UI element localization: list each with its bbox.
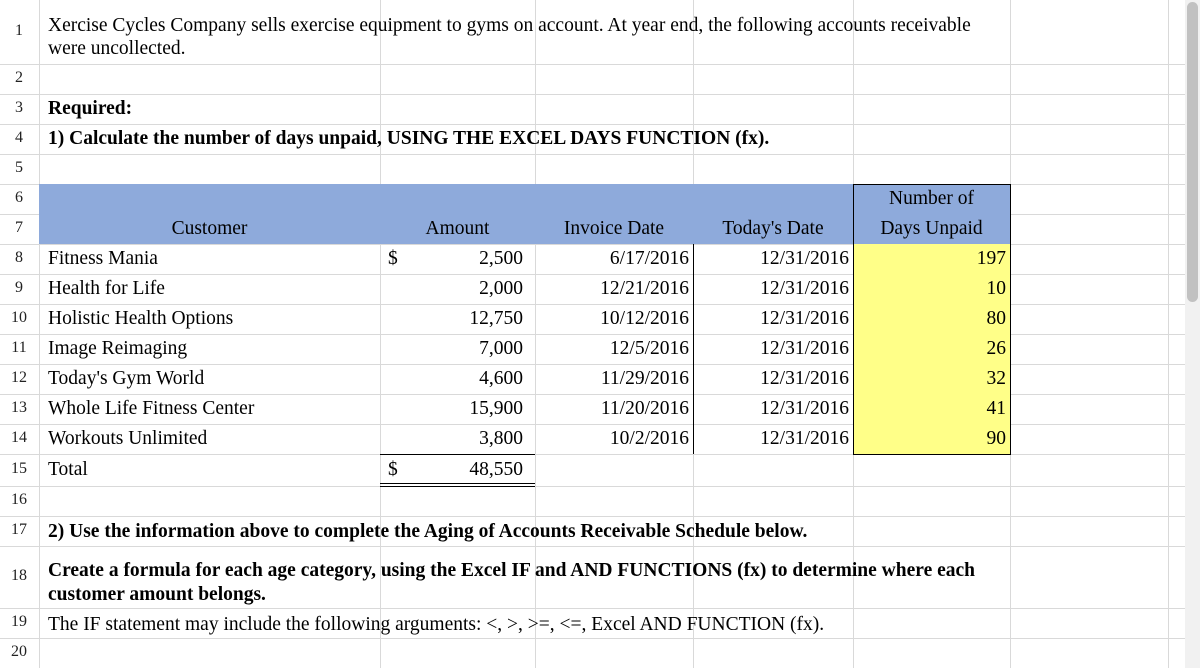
cell-invoice-date[interactable]: 6/17/2016 (609, 248, 689, 269)
cell-days-unpaid[interactable]: 90 (986, 428, 1006, 449)
vertical-scrollbar[interactable] (1185, 0, 1200, 668)
cell-todays-date[interactable]: 12/31/2016 (760, 398, 849, 419)
cell-customer[interactable]: Today's Gym World (48, 368, 205, 389)
cell-amount[interactable]: 15,900 (469, 398, 523, 419)
cell-customer[interactable]: Workouts Unlimited (48, 428, 208, 449)
gridline (0, 94, 1185, 95)
gridline (0, 154, 1185, 155)
header-days-unpaid-2: Days Unpaid (880, 218, 983, 239)
cell-amount[interactable]: 3,800 (479, 428, 523, 449)
cell-todays-date[interactable]: 12/31/2016 (760, 308, 849, 329)
header-invoice-date: Invoice Date (563, 218, 665, 239)
row-number[interactable]: 18 (11, 567, 27, 584)
cell-invoice-date[interactable]: 10/12/2016 (600, 308, 689, 329)
cell-invoice-date[interactable]: 11/29/2016 (600, 368, 689, 389)
table-border (1010, 184, 1011, 454)
cell-customer[interactable]: Holistic Health Options (48, 308, 234, 329)
required-label: Required: (48, 98, 133, 119)
row-number[interactable]: 3 (15, 99, 23, 116)
cell-todays-date[interactable]: 12/31/2016 (760, 428, 849, 449)
cell-invoice-date[interactable]: 12/21/2016 (600, 278, 689, 299)
cell-days-unpaid[interactable]: 197 (976, 248, 1006, 269)
row-number[interactable]: 16 (11, 491, 27, 508)
row-number[interactable]: 2 (15, 69, 23, 86)
table-border (853, 184, 1011, 185)
cell-amount[interactable]: 12,750 (469, 308, 523, 329)
table-border (853, 454, 1011, 455)
gridline (0, 546, 1185, 547)
row-number[interactable]: 12 (11, 369, 27, 386)
cell-customer[interactable]: Whole Life Fitness Center (48, 398, 255, 419)
total-double-underline (380, 483, 535, 484)
cell-days-unpaid[interactable]: 10 (986, 278, 1006, 299)
row-number[interactable]: 19 (11, 613, 27, 630)
header-todays-date: Today's Date (722, 218, 824, 239)
instruction-line-1: Create a formula for each age category, using the Excel IF and AND FUNCTIONS (fx) to determine where each (48, 560, 976, 581)
row-number[interactable]: 7 (15, 219, 23, 236)
gridline (0, 64, 1185, 65)
header-customer: Customer (171, 218, 248, 239)
cell-todays-date[interactable]: 12/31/2016 (760, 278, 849, 299)
cell-customer[interactable]: Image Reimaging (48, 338, 188, 359)
gridline (0, 638, 1185, 639)
gridline (1168, 0, 1169, 668)
intro-line-2: were uncollected. (48, 38, 186, 59)
row-number[interactable]: 15 (11, 460, 27, 477)
total-double-underline (380, 486, 535, 487)
cell-amount[interactable]: 4,600 (479, 368, 523, 389)
row-number[interactable]: 4 (15, 129, 23, 146)
total-amount[interactable]: 48,550 (469, 459, 523, 480)
cell-days-unpaid[interactable]: 41 (986, 398, 1006, 419)
gridline (0, 608, 1185, 609)
row-number[interactable]: 14 (11, 429, 27, 446)
row-number[interactable]: 9 (15, 279, 23, 296)
row-number[interactable]: 6 (15, 189, 23, 206)
total-label[interactable]: Total (48, 459, 88, 480)
cell-todays-date[interactable]: 12/31/2016 (760, 248, 849, 269)
cell-days-unpaid[interactable]: 26 (986, 338, 1006, 359)
cell-amount[interactable]: 7,000 (479, 338, 523, 359)
if-statement-note: The IF statement may include the following arguments: <, >, >=, <=, Excel AND FUNCTION (fx). (48, 614, 825, 635)
scrollbar-thumb[interactable] (1187, 2, 1198, 302)
row-number[interactable]: 1 (15, 22, 23, 39)
cell-currency: $ (388, 248, 398, 269)
cell-days-unpaid[interactable]: 32 (986, 368, 1006, 389)
cell-todays-date[interactable]: 12/31/2016 (760, 338, 849, 359)
question-1: 1) Calculate the number of days unpaid, USING THE EXCEL DAYS FUNCTION (fx). (48, 128, 770, 149)
row-number[interactable]: 17 (11, 521, 27, 538)
gridline (0, 486, 1185, 487)
total-currency: $ (388, 459, 398, 480)
cell-invoice-date[interactable]: 10/2/2016 (609, 428, 689, 449)
header-days-unpaid-1: Number of (888, 188, 975, 209)
cell-amount[interactable]: 2,000 (479, 278, 523, 299)
row-number[interactable]: 13 (11, 399, 27, 416)
question-2: 2) Use the information above to complete the Aging of Accounts Receivable Schedule below. (48, 521, 808, 542)
row-number[interactable]: 10 (11, 309, 27, 326)
row-number[interactable]: 8 (15, 249, 23, 266)
cell-customer[interactable]: Health for Life (48, 278, 165, 299)
row-number[interactable]: 5 (15, 159, 23, 176)
cell-invoice-date[interactable]: 11/20/2016 (600, 398, 689, 419)
gridline (0, 124, 1185, 125)
cell-todays-date[interactable]: 12/31/2016 (760, 368, 849, 389)
gridline (39, 0, 40, 668)
row-number[interactable]: 20 (11, 643, 27, 660)
cell-invoice-date[interactable]: 12/5/2016 (609, 338, 689, 359)
instruction-line-2: customer amount belongs. (48, 584, 266, 605)
intro-line-1: Xercise Cycles Company sells exercise equipment to gyms on account. At year end, the following accounts receivable (48, 15, 971, 36)
cell-days-unpaid[interactable]: 80 (986, 308, 1006, 329)
gridline (0, 516, 1185, 517)
cell-amount[interactable]: 2,500 (479, 248, 523, 269)
row-number[interactable]: 11 (11, 339, 27, 356)
total-top-border (380, 454, 535, 455)
cell-customer[interactable]: Fitness Mania (48, 248, 158, 269)
header-amount: Amount (425, 218, 490, 239)
